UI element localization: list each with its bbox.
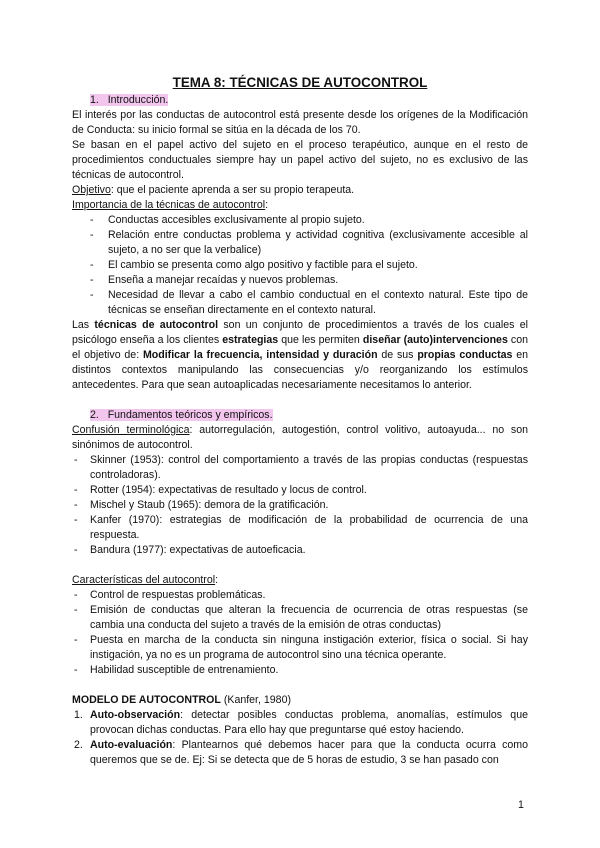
- list-item: - Puesta en marcha de la conducta sin ninguna instigación exterior, física o social. Si hay instigación, ya no es un programa de autocontrol sino una técnica operante.: [72, 633, 528, 663]
- page-title: TEMA 8: TÉCNICAS DE AUTOCONTROL: [172, 75, 428, 90]
- modelo-heading: [72, 693, 528, 708]
- page-content: [72, 74, 528, 768]
- list-item: - Skinner (1953): control del comportamiento a través de las propias conductas (respuestas controladoras).: [72, 453, 528, 483]
- spacer: [72, 393, 528, 408]
- spacer: [72, 678, 528, 693]
- summary-bold: diseñar (auto)intervenciones: [362, 334, 508, 346]
- summary-text: que les permiten: [278, 334, 363, 346]
- spacer: [72, 558, 528, 573]
- summary-bold: estrategias: [222, 334, 279, 346]
- objetivo-label: Objetivo: [72, 184, 111, 196]
- summary-text: son un conjunto de procedimientos a través de los cuales el psicólogo enseña a los clientes: [72, 319, 528, 346]
- confusion-label: Confusión terminológica: [72, 424, 190, 436]
- summary-text: en distintos contextos manipulando las consecuencias y/o reorganizando los estímulos antecedentes. Para que sean autoaplicadas necesariamente necesitamos lo anterior.: [72, 349, 528, 391]
- item-number: 1.: [74, 709, 83, 721]
- section-1-title: Introducción.: [107, 94, 169, 106]
- objetivo-text: : que el paciente aprenda a ser su propio terapeuta.: [110, 184, 355, 196]
- item-label: Auto-evaluación: [90, 739, 173, 751]
- section-2-heading: [72, 408, 528, 423]
- item-label: Auto-observación: [90, 709, 181, 721]
- modelo-title: MODELO DE AUTOCONTROL: [72, 694, 221, 706]
- list-item: - Control de respuestas problemáticas.: [72, 588, 528, 603]
- section-2-highlight: [90, 409, 273, 421]
- list-item: - Necesidad de llevar a cabo el cambio conductual en el contexto natural. Este tipo de técnicas se enseñan directamente en el contexto natural.: [72, 288, 528, 318]
- list-item: - El cambio se presenta como algo positivo y factible para el sujeto.: [72, 258, 528, 273]
- importancia-heading: [72, 198, 528, 213]
- confusion-paragraph: [72, 423, 528, 453]
- list-item: - Relación entre conductas problema y actividad cognitiva (exclusivamente accesible al sujeto, a no ser que la verbalice): [72, 228, 528, 258]
- intro-paragraph-2: Se basan en el papel activo del sujeto en el proceso terapéutico, aunque en el resto de procedimientos conductuales siempre hay un papel activo del sujeto, no es exclusivo de las técnicas de autocontrol.: [72, 139, 528, 181]
- list-item: - Rotter (1954): expectativas de resultado y locus de control.: [72, 483, 528, 498]
- item-text: : Plantearnos qué debemos hacer para que la conducta ocurra como queremos que se de. Ej: Si se detecta que de 5 horas de estudio, 3 se han pasado con: [90, 739, 528, 766]
- list-item: - Emisión de conductas que alteran la frecuencia de ocurrencia de otras respuestas (se cambia una conducta del sujeto a través de la emisión de otras conductas): [72, 603, 528, 633]
- item-number: 2.: [74, 739, 83, 751]
- modelo-reference: (Kanfer, 1980): [220, 694, 291, 706]
- item-text: : detectar posibles conductas problema, anomalías, estímulos que provocan dichas conductas. Para ello hay que preguntarse qué estoy haciendo.: [90, 709, 528, 736]
- summary-bold: propias conductas: [417, 349, 513, 361]
- confusion-text: : autorregulación, autogestión, control volitivo, autoayuda... no son sinónimos de autocontrol.: [72, 424, 528, 451]
- caracteristicas-heading: [72, 573, 528, 588]
- summary-text: con el objetivo de:: [72, 334, 528, 361]
- list-item: - Enseña a manejar recaídas y nuevos problemas.: [72, 273, 528, 288]
- objetivo-line: [72, 183, 528, 198]
- section-2-title: Fundamentos teóricos y empíricos.: [107, 409, 273, 421]
- caracteristicas-label: Características del autocontrol: [72, 574, 216, 586]
- list-item: - Habilidad susceptible de entrenamiento.: [72, 663, 528, 678]
- section-2-number: 2.: [90, 409, 99, 421]
- list-item: - Conductas accesibles exclusivamente al propio sujeto.: [72, 213, 528, 228]
- intro-paragraph-1: El interés por las conductas de autocontrol está presente desde los orígenes de la Modificación de Conducta: su inicio formal se sitúa en la década de los 70.: [72, 109, 528, 136]
- page-number: 1: [518, 799, 524, 811]
- caracteristicas-colon: :: [215, 574, 219, 586]
- summary-bold: técnicas de autocontrol: [94, 319, 219, 331]
- authors-list: [72, 453, 528, 558]
- summary-paragraph: [72, 318, 528, 393]
- modelo-list: [72, 708, 528, 768]
- section-1-number: 1.: [90, 94, 99, 106]
- importancia-colon: :: [265, 199, 269, 211]
- section-1-heading: [72, 93, 528, 108]
- importancia-list: [72, 213, 528, 318]
- importancia-label: Importancia de la técnicas de autocontrol: [72, 199, 266, 211]
- section-1-highlight: [90, 94, 168, 106]
- summary-bold: Modificar la frecuencia, intensidad y duración: [142, 349, 378, 361]
- list-item: - Kanfer (1970): estrategias de modificación de la probabilidad de ocurrencia de una respuesta.: [72, 513, 528, 543]
- list-item: - Mischel y Staub (1965): demora de la gratificación.: [72, 498, 528, 513]
- caracteristicas-list: [72, 588, 528, 678]
- summary-text: de sus: [377, 349, 418, 361]
- list-item: [72, 708, 528, 738]
- list-item: - Bandura (1977): expectativas de autoeficacia.: [72, 543, 528, 558]
- list-item: [72, 738, 528, 768]
- summary-text: Las: [72, 319, 95, 331]
